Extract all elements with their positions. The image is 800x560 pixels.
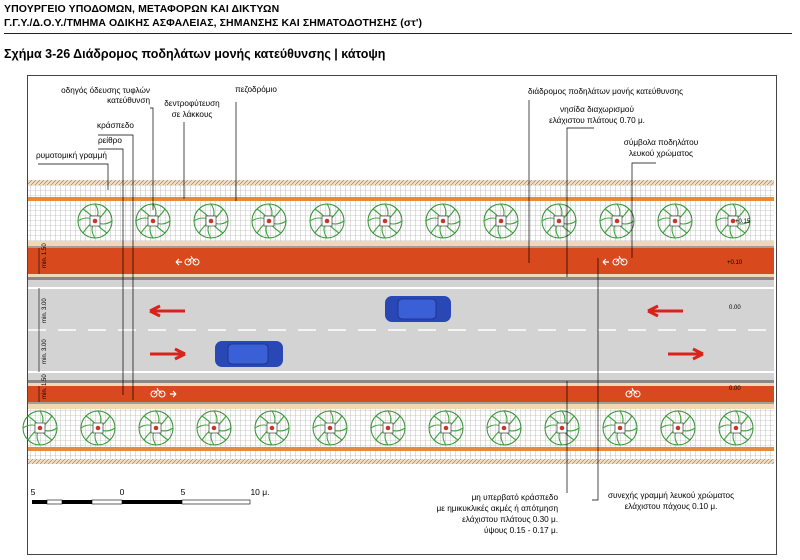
bike-lane-bottom: [28, 386, 774, 402]
label-curb: κράσπεδο: [97, 121, 134, 130]
label-mountable-curb: μη υπερβατό κράσπεδο: [471, 493, 558, 502]
dim-bike-top: min. 1.50: [42, 243, 48, 268]
tactile-guide-bottom: [28, 447, 774, 451]
scale-tick-10: 10 μ.: [250, 487, 270, 497]
level-curb: +0.15: [735, 219, 751, 225]
label-trees-pits: σε λάκκους: [171, 110, 213, 119]
header-department: Γ.Γ.Υ./Δ.Ο.Υ./ΤΜΗΜΑ ΟΔΙΚΗΣ ΑΣΦΑΛΕΙΑΣ, ΣΗΜΑΝΣΗΣ ΚΑΙ ΣΗΜΑΤΟΔΟΤΗΣΗΣ (στ'): [4, 17, 423, 29]
label-alignment: ρυμοτομική γραμμή: [36, 151, 107, 160]
label-continuous-line: συνεχής γραμμή λευκού χρώματος: [607, 491, 735, 500]
level-road: 0.00: [729, 305, 741, 311]
label-gutter: ρείθρο: [98, 136, 122, 145]
dim-lane-top: min. 3.00: [42, 298, 48, 323]
figure-title: Σχήμα 3-26 Διάδρομος ποδηλάτων μονής κατεύθυνσης | κάτοψη: [4, 47, 386, 61]
scale-tick-0: 0: [119, 487, 125, 497]
label-island-width: ελάχιστου πλάτους 0.70 μ.: [549, 116, 645, 125]
label-sidewalk: πεζοδρόμιο: [235, 85, 277, 94]
mountable-curb-top: [28, 277, 774, 280]
label-mountable-curb-height: ύψους 0.15 - 0.17 μ.: [484, 526, 558, 535]
label-symbols: σύμβολα ποδηλάτου: [623, 138, 699, 147]
curb-bottom: [28, 404, 774, 409]
scale-bar: [32, 500, 250, 504]
gutter-top: [28, 246, 774, 248]
tactile-guide-top: [28, 197, 774, 201]
level-bike-lane: +0.10: [727, 260, 743, 266]
level-bottom: 0.00: [729, 386, 741, 392]
label-bike-lane: διάδρομος ποδηλάτων μονής κατεύθυνσης: [528, 87, 684, 96]
label-tactile-direction: κατεύθυνση: [107, 96, 150, 105]
sidewalk-tactile-strip-bottom: [28, 451, 774, 459]
scale-tick-minus5: 5: [30, 487, 36, 497]
label-mountable-curb-edges: με ημικυκλικές ακμές ή απότμηση: [436, 504, 558, 513]
sidewalk-tactile-strip-top: [28, 185, 774, 197]
gutter-bottom: [28, 402, 774, 404]
property-line-strip-top: [28, 180, 774, 185]
car-icon: [385, 296, 451, 322]
property-line-strip-bottom: [28, 459, 774, 464]
scale-tick-5: 5: [180, 487, 186, 497]
dim-bike-bottom: min. 1.50: [42, 374, 48, 399]
header-ministry: ΥΠΟΥΡΓΕΙΟ ΥΠΟΔΟΜΩΝ, ΜΕΤΑΦΟΡΩΝ ΚΑΙ ΔΙΚΤΥΩΝ: [4, 3, 280, 15]
mountable-curb-bottom: [28, 380, 774, 383]
label-symbols-color: λευκού χρώματος: [629, 149, 693, 158]
bike-lane-top: [28, 248, 774, 274]
label-mountable-curb-width: ελάχιστου πλάτους 0.30 μ.: [462, 515, 558, 524]
separation-island-bottom: [28, 383, 774, 386]
car-icon: [215, 341, 283, 367]
dim-lane-bottom: min. 3.00: [42, 339, 48, 364]
label-island: νησίδα διαχωρισμού: [560, 105, 634, 114]
label-trees: δεντροφύτευση: [164, 99, 220, 108]
label-continuous-line-width: ελάχιστου πάχους 0.10 μ.: [624, 502, 718, 511]
curb-top: [28, 241, 774, 246]
label-tactile-guide: οδηγός όδευσης τυφλών: [61, 86, 150, 95]
separation-island-top: [28, 274, 774, 277]
